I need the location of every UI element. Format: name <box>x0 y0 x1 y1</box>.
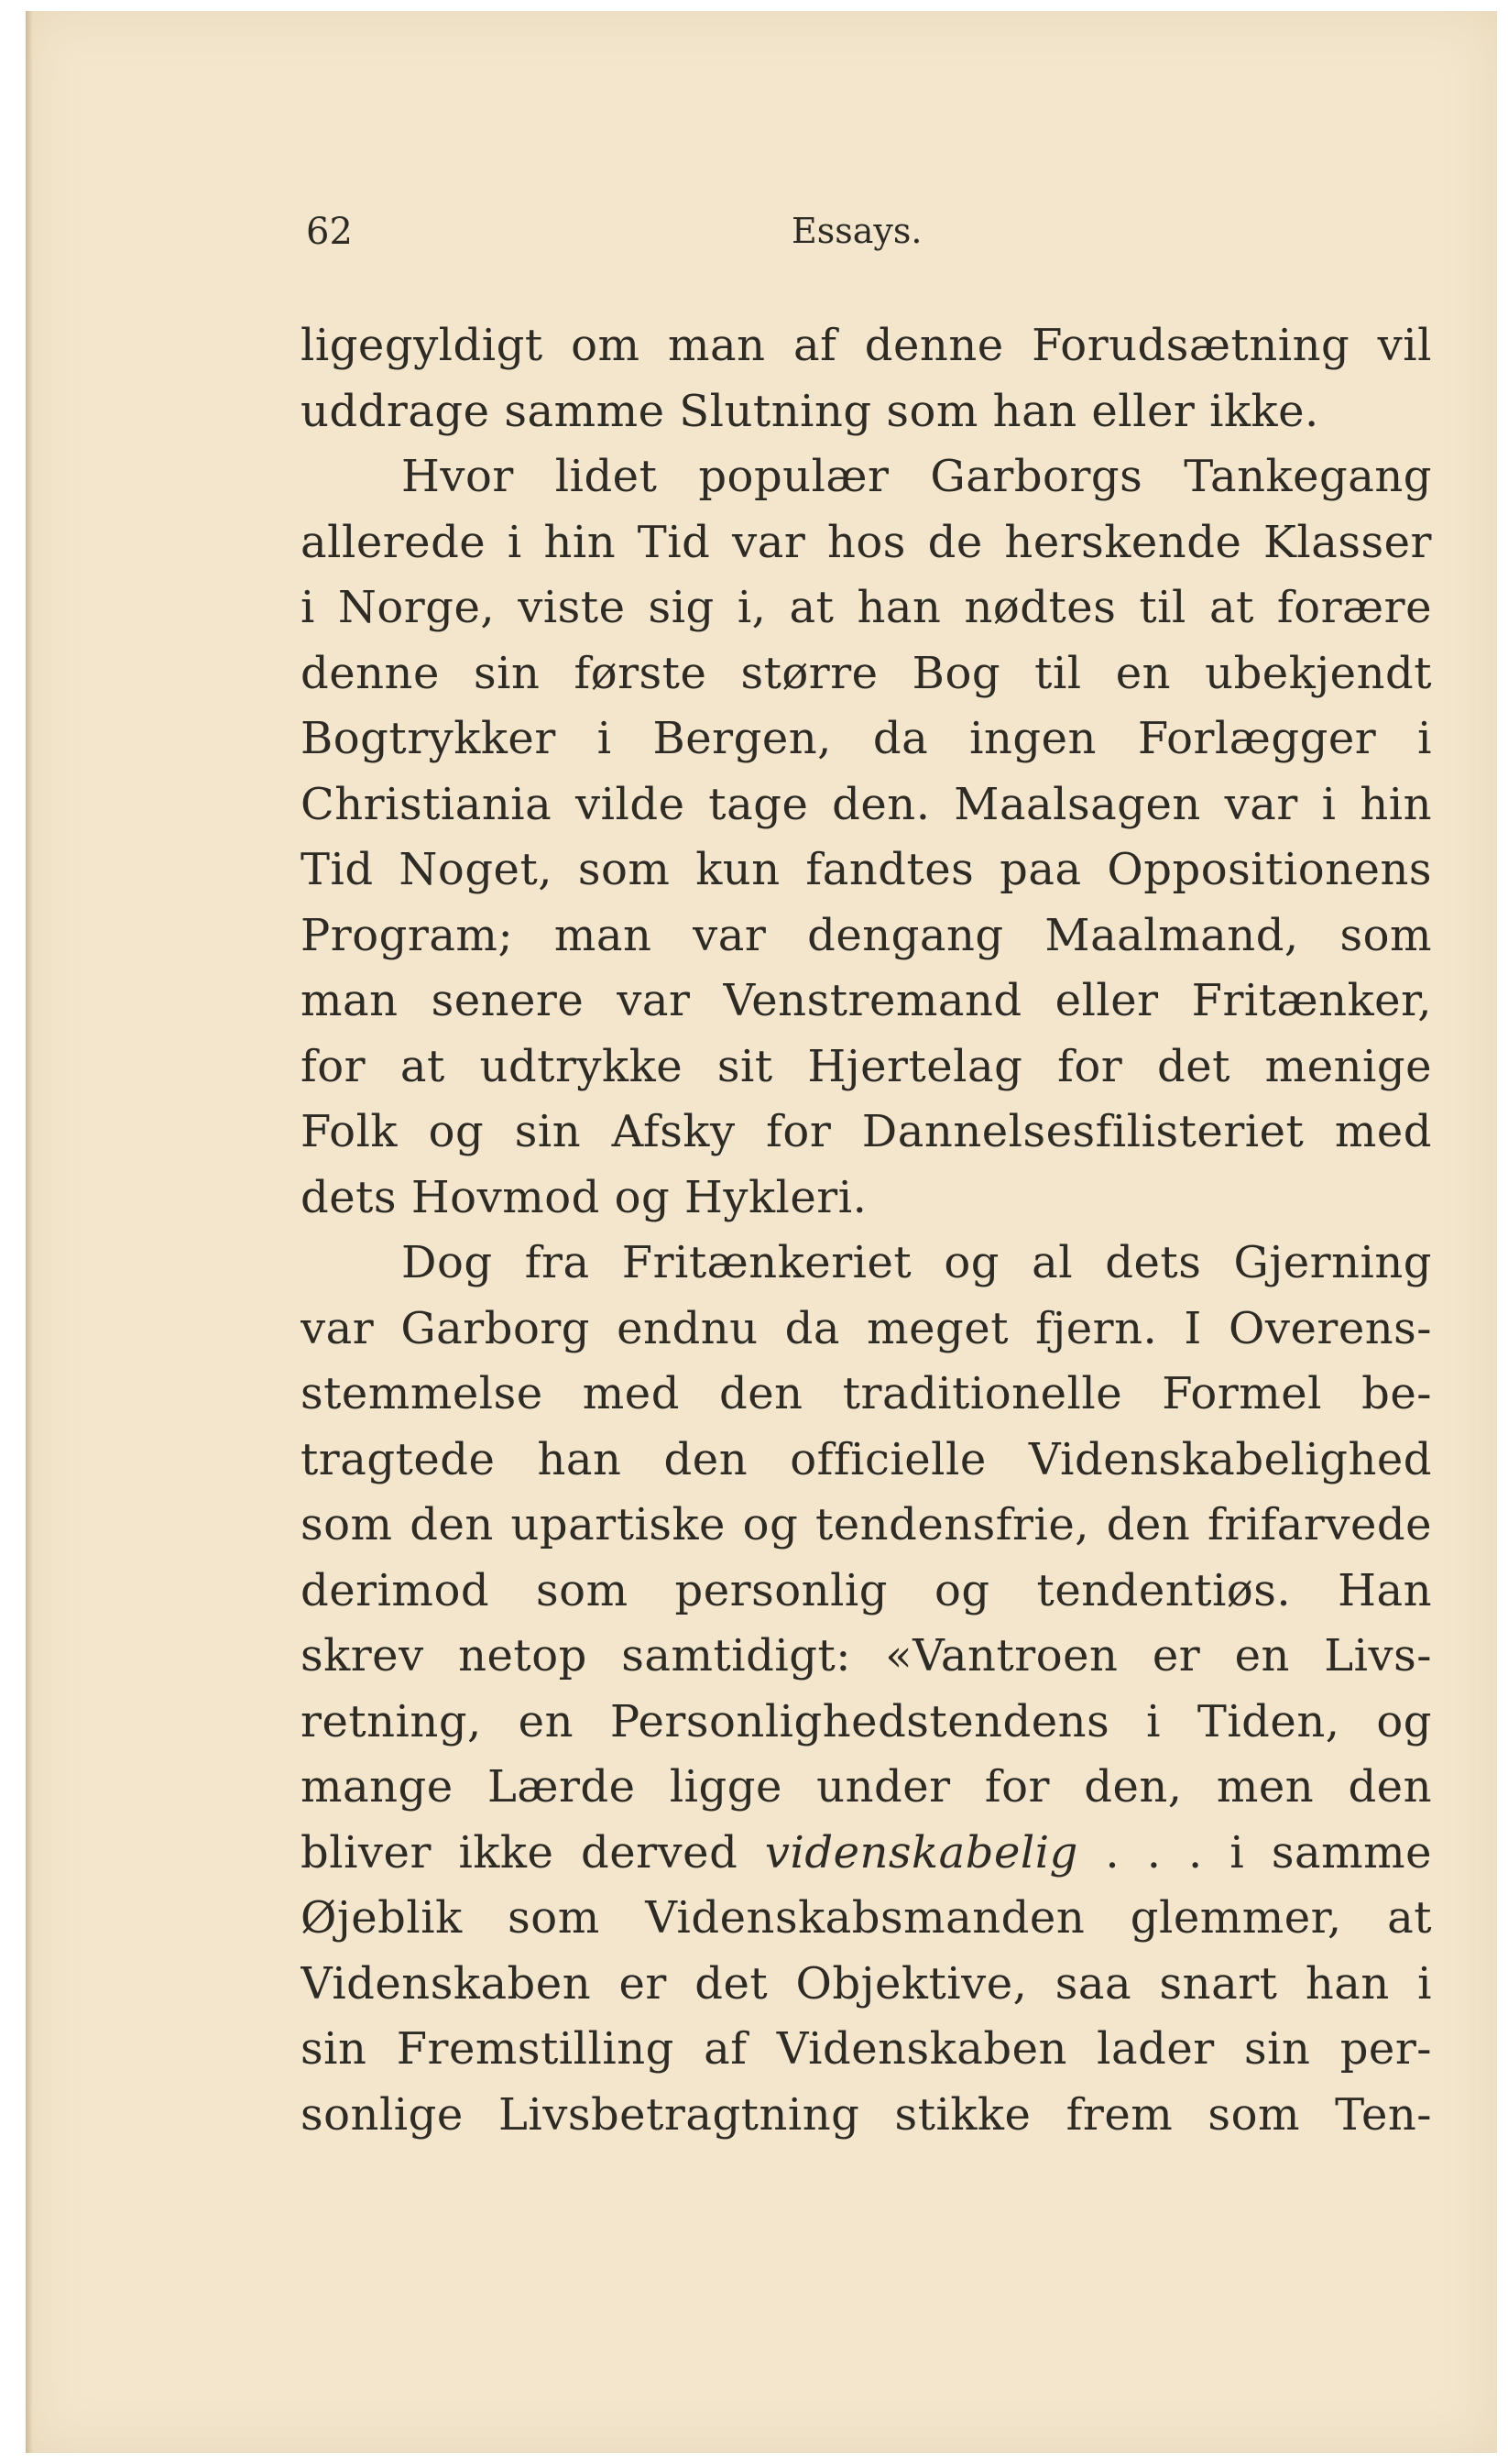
text-segment: . . . i samme <box>1105 1826 1432 1878</box>
text-line: derimod som personlig og tendentiøs. Han <box>301 1564 1432 1616</box>
text-line: Christiania vilde tage den. Maalsagen var i hin <box>301 778 1432 830</box>
text-line: sin Fremstilling af Videnskaben lader sin per- <box>301 2023 1432 2075</box>
text-line: Tid Noget, som kun fandtes paa Oppositionens <box>301 844 1432 895</box>
page-number: 62 <box>306 211 353 253</box>
text-line: retning, en Personlighedstendens i Tiden, og <box>301 1695 1432 1747</box>
text-line: Hvor lidet populær Garborgs Tankegang <box>401 451 1432 502</box>
text-line: ligegyldigt om man af denne Forudsætning vil <box>301 320 1432 371</box>
running-title: Essays. <box>792 211 923 251</box>
text-line: i Norge, viste sig i, at han nødtes til at forære <box>301 582 1432 633</box>
text-line: for at udtrykke sit Hjertelag for det menige <box>301 1040 1432 1092</box>
text-line: Videnskaben er det Objektive, saa snart han i <box>301 1957 1432 2010</box>
text-line: man senere var Venstremand eller Fritænker, <box>301 975 1432 1026</box>
text-line: var Garborg endnu da meget fjern. I Overens- <box>301 1302 1432 1354</box>
running-head <box>26 211 1497 266</box>
text-line: Folk og sin Afsky for Dannelsesfilisteriet med <box>301 1106 1432 1157</box>
book-page <box>26 11 1497 2453</box>
page-edge-shadow <box>26 11 33 2453</box>
text-line: Øjeblik som Videnskabsmanden glemmer, at <box>301 1892 1432 1944</box>
text-line: sonlige Livsbetragtning stikke frem som Ten- <box>301 2088 1432 2141</box>
text-line: skrev netop samtidigt: «Vantroen er en Livs- <box>301 1630 1432 1681</box>
text-line: stemmelse med den traditionelle Formel be- <box>301 1368 1432 1419</box>
text-line: uddrage samme Slutning som han eller ikke. <box>301 385 1319 437</box>
text-line: tragtede han den officielle Videnskabelighed <box>301 1433 1432 1485</box>
text-line: som den upartiske og tendensfrie, den frifarvede <box>301 1499 1432 1550</box>
text-line: dets Hovmod og Hykleri. <box>301 1171 868 1223</box>
text-line: denne sin første større Bog til en ubekjendt <box>301 647 1432 699</box>
text-line: Program; man var dengang Maalmand, som <box>301 909 1432 961</box>
body-text <box>301 313 1432 2148</box>
emphasized-word: videnskabelig <box>764 1826 1078 1878</box>
text-line: Bogtrykker i Bergen, da ingen Forlægger i <box>301 713 1432 764</box>
text-segment: bliver ikke derved <box>301 1826 738 1878</box>
text-line-with-emphasis <box>301 1821 1432 1887</box>
text-line: allerede i hin Tid var hos de herskende Klasser <box>301 516 1432 568</box>
text-line: mange Lærde ligge under for den, men den <box>301 1761 1432 1812</box>
text-line: Dog fra Fritænkeriet og al dets Gjerning <box>401 1237 1432 1288</box>
